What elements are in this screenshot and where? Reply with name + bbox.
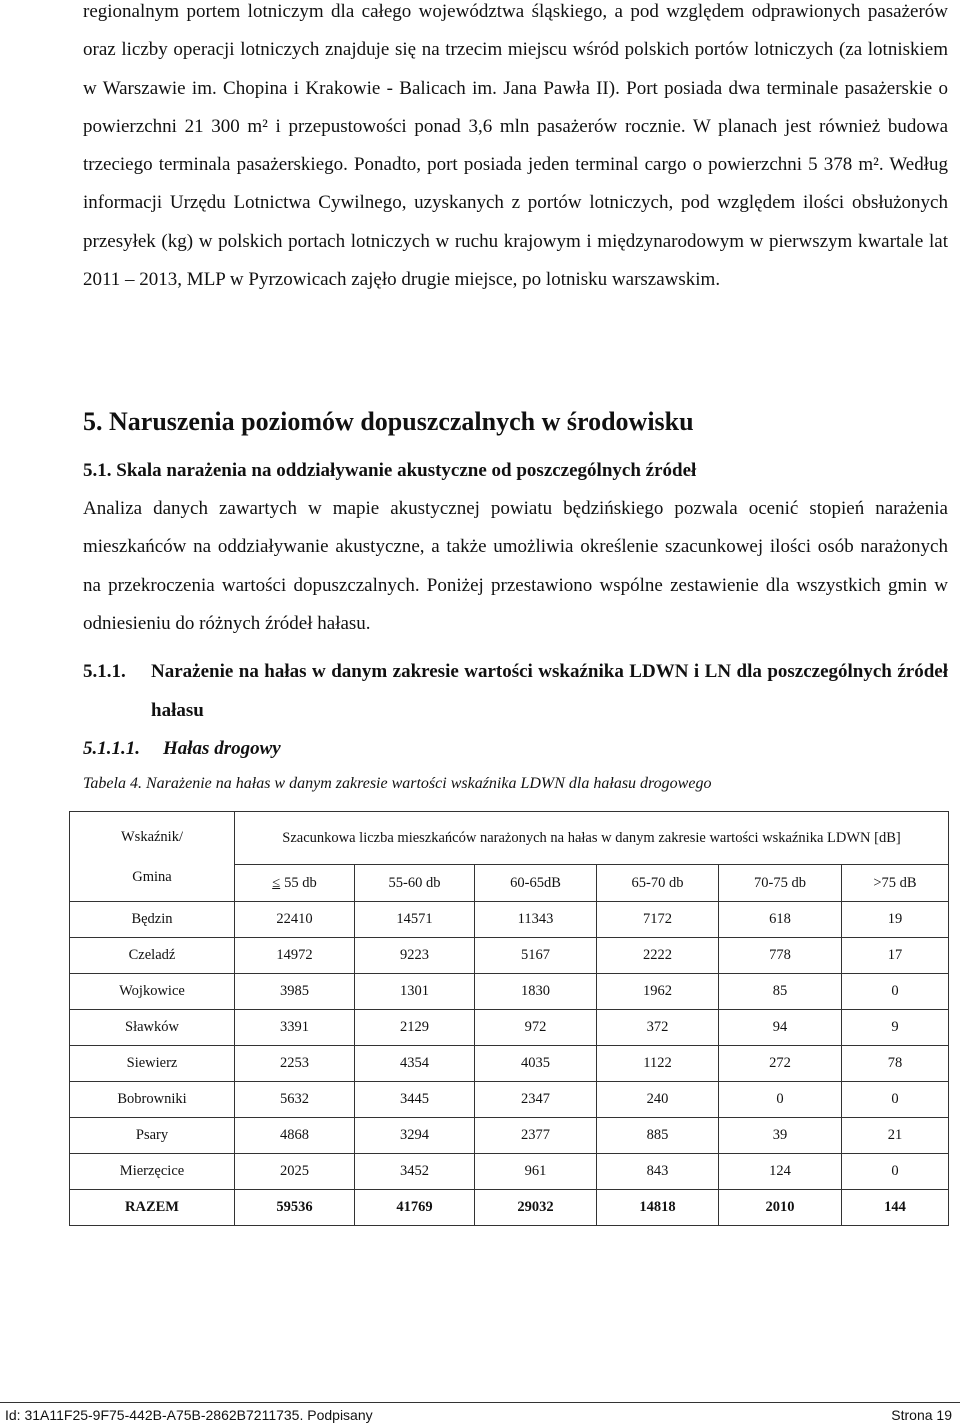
value-cell: 21 [842,1118,949,1154]
value-cell: 2129 [355,1010,475,1046]
value-cell: 7172 [597,902,719,938]
section-5-1-1-heading [83,653,948,730]
noise-exposure-table [69,811,949,1226]
value-cell: 3445 [355,1082,475,1118]
main-header-cell: Szacunkowa liczba mieszkańców narażonych na hałas w danym zakresie wartości wskaźnika LDWN [dB] [235,812,949,865]
table-body [70,902,949,1226]
range-header-cell: 70-75 db [719,865,842,902]
value-cell: 0 [842,974,949,1010]
value-cell: 4354 [355,1046,475,1082]
value-cell: 0 [842,1082,949,1118]
value-cell: 124 [719,1154,842,1190]
value-cell: 59536 [235,1190,355,1226]
value-cell: 78 [842,1046,949,1082]
value-cell: 372 [597,1010,719,1046]
value-cell: 85 [719,974,842,1010]
section-5-heading: 5. Naruszenia poziomów dopuszczalnych w środowisku [83,407,694,436]
value-cell: 2253 [235,1046,355,1082]
section-number: 5.1.1.1. [83,738,140,759]
value-cell: 2347 [475,1082,597,1118]
table-row [70,938,949,974]
section-number: 5.1.1. [83,661,126,682]
value-cell: 2222 [597,938,719,974]
gmina-cell: Będzin [70,902,235,938]
table-caption: Tabela 4. Narażenie na hałas w danym zakresie wartości wskaźnika LDWN dla hałasu drogowego [83,775,712,792]
paragraph-airport: regionalnym portem lotniczym dla całego województwa śląskiego, a pod względem odprawionych pasażerów oraz liczby operacji lotniczych znajduje się na trzecim miejscu wśród polskich portów lotniczych (za lotniskiem w Warszawie im. Chopina i Krakowie - Balicach im. Jana Pawła II). Port posiada dwa terminale pasażerskie o powierzchni 21 300 m² i przepustowości ponad 3,6 mln pasażerów rocznie. W planach jest również budowa trzeciego terminala pasażerskiego. Ponadto, port posiada jeden terminal cargo o powierzchni 5 378 m². Według informacji Urzędu Lotnictwa Cywilnego, uzyskanych z portów lotniczych, pod względem ilości obsłużonych przesyłek (kg) w polskich portach lotniczych w ruchu krajowym i międzynarodowym w pierwszym kwartale lat 2011 – 2013, MLP w Pyrzowicach zajęło drugie miejsce, po lotnisku warszawskim. [83,1,948,291]
value-cell: 3294 [355,1118,475,1154]
value-cell: 9 [842,1010,949,1046]
value-cell: 17 [842,938,949,974]
value-cell: 1830 [475,974,597,1010]
value-cell: 1122 [597,1046,719,1082]
gmina-cell: Psary [70,1118,235,1154]
value-cell: 0 [719,1082,842,1118]
value-cell: 961 [475,1154,597,1190]
less-equal-symbol: ≤ [272,874,281,891]
value-cell: 3985 [235,974,355,1010]
gmina-cell: RAZEM [70,1190,235,1226]
value-cell: 3391 [235,1010,355,1046]
value-cell: 22410 [235,902,355,938]
value-cell: 2377 [475,1118,597,1154]
value-cell: 144 [842,1190,949,1226]
gmina-cell: Mierzęcice [70,1154,235,1190]
table-row [70,902,949,938]
value-cell: 94 [719,1010,842,1046]
table-row [70,1118,949,1154]
table-header-row [70,812,949,865]
section-title: Hałas drogowy [163,738,281,759]
value-cell: 4868 [235,1118,355,1154]
paragraph-noise-analysis: Analiza danych zawartych w mapie akustycznej powiatu będzińskiego pozwala ocenić stopień narażenia mieszkańców na oddziaływanie akustyczne, a także umożliwia określenie szacunkowej ilości osób narażonych na przekroczenia wartości dopuszczalnych. Poniżej przestawiono wspólne zestawienie dla wszystkich gmin w odniesieniu do różnych źródeł hałasu. [83,498,948,634]
value-cell: 618 [719,902,842,938]
page-number: Strona 19 [891,1407,952,1423]
gmina-cell: Wojkowice [70,974,235,1010]
value-cell: 4035 [475,1046,597,1082]
corner-header-line: Gmina [132,868,172,885]
value-cell: 5632 [235,1082,355,1118]
gmina-cell: Sławków [70,1010,235,1046]
value-cell: 14818 [597,1190,719,1226]
value-cell: 29032 [475,1190,597,1226]
value-cell: 14972 [235,938,355,974]
value-cell: 11343 [475,902,597,938]
value-cell: 39 [719,1118,842,1154]
gmina-cell: Bobrowniki [70,1082,235,1118]
value-cell: 0 [842,1154,949,1190]
range-header-cell: 55-60 db [355,865,475,902]
value-cell: 272 [719,1046,842,1082]
value-cell: 2010 [719,1190,842,1226]
range-header-cell: 60-65dB [475,865,597,902]
section-title: Narażenie na hałas w danym zakresie wartości wskaźnika LDWN i LN dla poszczególnych źródeł hałasu [151,661,948,721]
section-5-1-1-1-heading [83,733,281,765]
table-row [70,1190,949,1226]
value-cell: 1301 [355,974,475,1010]
corner-header-line: Wskaźnik/ [120,828,183,845]
value-cell: 9223 [355,938,475,974]
gmina-cell: Czeladź [70,938,235,974]
corner-header-cell [70,812,235,902]
table-row [70,974,949,1010]
value-cell: 1962 [597,974,719,1010]
value-cell: 3452 [355,1154,475,1190]
value-cell: 240 [597,1082,719,1118]
value-cell: 41769 [355,1190,475,1226]
gmina-cell: Siewierz [70,1046,235,1082]
value-cell: 19 [842,902,949,938]
value-cell: 778 [719,938,842,974]
table-row [70,1010,949,1046]
range-header-cell: 65-70 db [597,865,719,902]
table-row [70,1154,949,1190]
range-header-cell: >75 dB [842,865,949,902]
section-5-1-heading: 5.1. Skala narażenia na oddziaływanie akustyczne od poszczególnych źródeł [83,460,697,481]
value-cell: 972 [475,1010,597,1046]
table-row [70,1046,949,1082]
value-cell: 843 [597,1154,719,1190]
document-id: Id: 31A11F25-9F75-442B-A75B-2862B7211735. Podpisany [5,1407,373,1423]
value-cell: 5167 [475,938,597,974]
range-header-cell: ≤ 55 db [235,865,355,902]
table-row [70,1082,949,1118]
page-footer [0,1402,960,1425]
value-cell: 14571 [355,902,475,938]
value-cell: 885 [597,1118,719,1154]
value-cell: 2025 [235,1154,355,1190]
